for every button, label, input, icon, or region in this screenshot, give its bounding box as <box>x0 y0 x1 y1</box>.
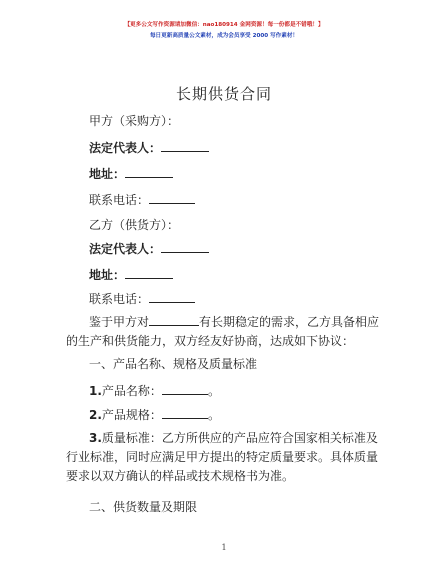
party-b-phone-blank <box>149 290 195 303</box>
party-b-rep-blank <box>161 240 209 253</box>
item-1-blank <box>162 382 208 395</box>
document-title: 长期供货合同 <box>175 85 272 103</box>
item-3-number: 3. <box>89 431 102 445</box>
intro-paragraph <box>66 313 386 351</box>
party-a-heading: 甲方（采购方）： <box>89 114 180 128</box>
intro-after: 有长期稳定的需求，乙方具备相应的生产和供货能力，双方经友好协商，达成如下协议： <box>66 315 380 348</box>
item-2-label: 产品规格： <box>101 408 162 422</box>
promo-line-2: 每日更新高质量公文素材，成为会员享受 2000 写作素材！ <box>149 33 299 39</box>
section-2-heading: 二、供货数量及期限 <box>89 500 198 514</box>
party-b-phone-label: 联系电话： <box>89 292 150 306</box>
party-a-address-label: 地址： <box>89 167 126 181</box>
party-b-rep <box>89 240 209 257</box>
party-b-heading: 乙方（供货方）： <box>89 218 180 232</box>
party-a-rep-blank <box>161 139 209 152</box>
party-a-address <box>89 165 173 182</box>
intro-before: 鉴于甲方对 <box>89 315 150 329</box>
party-b-address-blank <box>125 266 173 279</box>
party-a-phone <box>89 191 195 208</box>
party-a-phone-blank <box>149 191 195 204</box>
section-1-item-3 <box>66 429 386 486</box>
item-2-number: 2. <box>89 408 102 422</box>
party-a-rep-label: 法定代表人： <box>89 141 162 155</box>
section-1-item-1 <box>89 382 220 399</box>
item-1-end: 。 <box>207 384 220 398</box>
intro-blank <box>149 313 199 326</box>
party-a-rep <box>89 139 209 156</box>
party-b-phone <box>89 290 195 307</box>
party-b-rep-label: 法定代表人： <box>89 242 162 256</box>
party-b-address-label: 地址： <box>89 268 126 282</box>
item-2-end: 。 <box>207 408 220 422</box>
item-2-blank <box>162 406 208 419</box>
section-1-heading: 一、产品名称、规格及质量标准 <box>89 357 258 371</box>
party-b-address <box>89 266 173 283</box>
party-a-phone-label: 联系电话： <box>89 193 150 207</box>
party-a-address-blank <box>125 165 173 178</box>
item-1-label: 产品名称： <box>101 384 162 398</box>
page-number: 1 <box>221 543 227 552</box>
promo-line-1: 【更多公文写作资源请加微信：nao180914 金网资源！每一份都是不错哦！】 <box>124 22 324 28</box>
item-1-number: 1. <box>89 384 102 398</box>
item-3-text: 质量标准：乙方所供应的产品应符合国家相关标准及行业标准，同时应满足甲方提出的特定质量要求。具体质量要求以双方确认的样品或技术规格书为准。 <box>66 431 379 483</box>
section-1-item-2 <box>89 406 220 423</box>
promo-banner <box>0 20 448 42</box>
